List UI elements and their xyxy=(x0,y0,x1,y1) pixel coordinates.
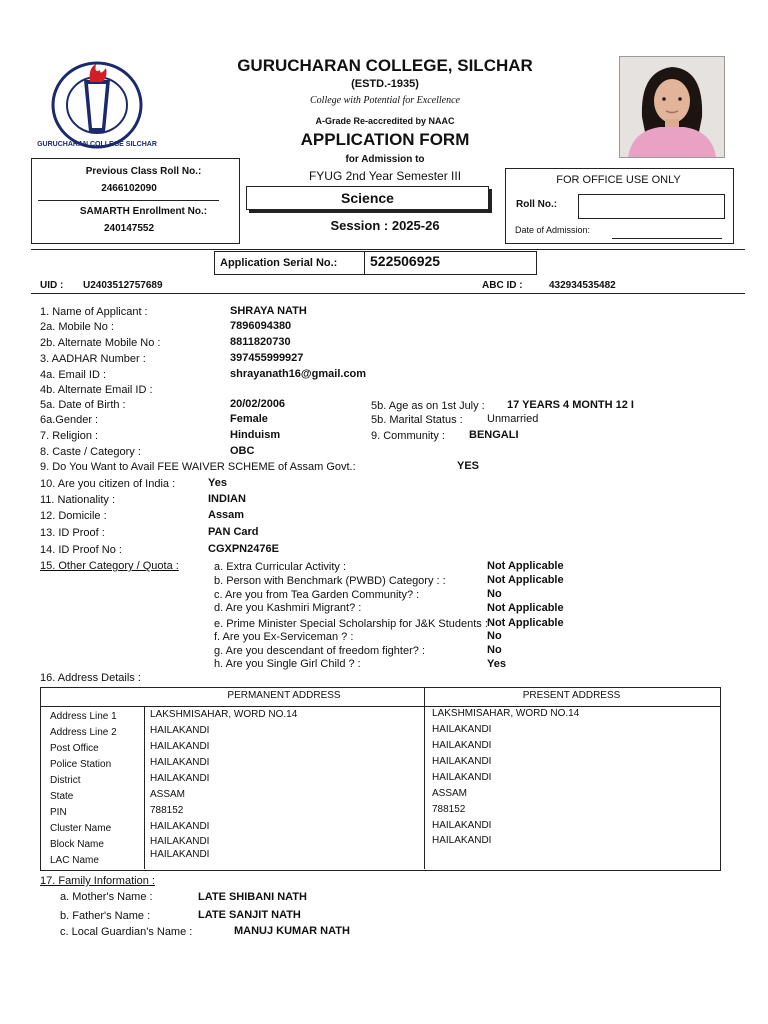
fee-waiver-value: YES xyxy=(457,460,480,472)
previous-roll-value: 2466102090 xyxy=(101,183,157,194)
accreditation: A-Grade Re-accredited by NAAC xyxy=(315,116,455,126)
family-label: a. Mother's Name : xyxy=(60,891,153,903)
permanent-address-value: HAILAKANDI xyxy=(150,773,210,784)
previous-roll-label: Previous Class Roll No.: xyxy=(85,166,202,177)
field-label: 5a. Date of Birth : xyxy=(40,399,126,411)
field-label: 6a.Gender : xyxy=(40,414,99,426)
quota-item-value: Yes xyxy=(487,658,506,670)
program: FYUG 2nd Year Semester III xyxy=(308,169,462,183)
mother-name: LATE SHIBANI NATH xyxy=(198,891,307,903)
for-admission: for Admission to xyxy=(345,154,425,165)
permanent-address-value: HAILAKANDI xyxy=(150,725,210,736)
guardian-name: MANUJ KUMAR NATH xyxy=(234,925,350,937)
abc-label: ABC ID : xyxy=(482,280,523,291)
address-label: Address Line 1 xyxy=(50,711,117,722)
field-label: 7. Religion : xyxy=(40,430,99,442)
permanent-address-value: HAILAKANDI xyxy=(150,836,210,847)
present-address-value: HAILAKANDI xyxy=(432,772,492,783)
serial-value: 522506925 xyxy=(370,253,441,269)
mobile-no: 7896094380 xyxy=(230,320,292,332)
quota-item-label: g. Are you descendant of freedom fighter? : xyxy=(214,645,425,657)
present-address-value: ASSAM xyxy=(432,788,468,799)
address-col-divider-1 xyxy=(144,706,145,869)
caste-category: OBC xyxy=(230,445,255,457)
form-title: APPLICATION FORM xyxy=(300,130,470,149)
field-label: 8. Caste / Category : xyxy=(40,446,141,458)
field-label: 4a. Email ID : xyxy=(40,369,107,381)
quota-item-label: b. Person with Benchmark (PWBD) Category : : xyxy=(214,575,446,587)
address-header-divider xyxy=(40,706,720,707)
permanent-address-value: ASSAM xyxy=(150,789,186,800)
field-label: 12. Domicile : xyxy=(40,510,107,522)
quota-title: 15. Other Category / Quota : xyxy=(40,560,179,572)
address-col-divider-2 xyxy=(424,687,425,869)
aadhar-number: 397455999927 xyxy=(230,352,304,364)
quota-item-value: Not Applicable xyxy=(487,602,564,614)
uid-label: UID : xyxy=(40,280,64,291)
office-roll-field[interactable] xyxy=(578,194,725,219)
svg-text:GURUCHARAN COLLEGE SILCHAR: GURUCHARAN COLLEGE SILCHAR xyxy=(37,141,157,148)
uid-divider xyxy=(31,293,745,294)
field-label: 11. Nationality : xyxy=(40,494,116,506)
email-id: shrayanath16@gmail.com xyxy=(230,368,367,380)
gender: Female xyxy=(230,413,268,425)
college-logo xyxy=(37,60,157,150)
permanent-address-value: LAKSHMISAHAR, WORD NO.14 xyxy=(150,709,298,720)
permanent-address-value: HAILAKANDI xyxy=(150,821,210,832)
permanent-address-value: HAILAKANDI xyxy=(150,849,210,860)
office-roll-label: Roll No.: xyxy=(516,199,558,210)
citizen-of-india: Yes xyxy=(208,477,227,489)
quota-item-value: No xyxy=(487,644,502,656)
serial-divider xyxy=(364,251,365,274)
applicant-name: SHRAYA NATH xyxy=(230,305,307,317)
id-proof-no: CGXPN2476E xyxy=(208,543,279,555)
top-divider xyxy=(31,249,745,250)
session: Session : 2025-26 xyxy=(330,218,440,233)
address-label: State xyxy=(50,791,74,802)
permanent-address-value: 788152 xyxy=(150,805,184,816)
address-label: Address Line 2 xyxy=(50,727,117,738)
samarth-value: 240147552 xyxy=(103,223,155,234)
previous-divider xyxy=(38,200,219,201)
marital-label: 5b. Marital Status : xyxy=(371,414,463,426)
field-label: 2b. Alternate Mobile No : xyxy=(40,337,161,349)
field-label: 14. ID Proof No : xyxy=(40,544,122,556)
fee-waiver-label: 9. Do You Want to Avail FEE WAIVER SCHEME of Assam Govt.: xyxy=(40,461,356,473)
religion: Hinduism xyxy=(230,429,281,441)
field-label: 3. AADHAR Number : xyxy=(40,353,146,365)
permanent-address-header: PERMANENT ADDRESS xyxy=(227,690,341,701)
quota-item-label: e. Prime Minister Special Scholarship for J&K Students : xyxy=(214,618,488,630)
id-proof: PAN Card xyxy=(208,526,259,538)
present-address-values xyxy=(432,706,579,847)
permanent-address-value: HAILAKANDI xyxy=(150,757,210,768)
address-label: District xyxy=(50,775,81,786)
address-label: Cluster Name xyxy=(50,823,112,834)
field-label: 13. ID Proof : xyxy=(40,527,105,539)
family-label: b. Father's Name : xyxy=(60,910,151,922)
estd: (ESTD.-1935) xyxy=(351,78,419,90)
applicant-photo xyxy=(619,56,725,158)
address-label: PIN xyxy=(50,807,67,818)
father-name: LATE SANJIT NATH xyxy=(198,909,301,921)
present-address-header: PRESENT ADDRESS xyxy=(522,690,621,701)
alt-mobile-no: 8811820730 xyxy=(230,336,291,348)
uid-value: U2403512757689 xyxy=(83,280,163,291)
present-address-value: HAILAKANDI xyxy=(432,820,492,831)
address-label: Police Station xyxy=(50,759,112,770)
office-use-title: FOR OFFICE USE ONLY xyxy=(556,174,681,186)
field-label: 4b. Alternate Email ID : xyxy=(40,384,153,396)
abc-value: 432934535482 xyxy=(549,280,616,291)
field-label: 1. Name of Applicant : xyxy=(40,306,148,318)
quota-item-label: h. Are you Single Girl Child ? : xyxy=(214,658,361,670)
quota-item-value: Not Applicable xyxy=(487,560,564,572)
present-address-value: HAILAKANDI xyxy=(432,756,492,767)
address-label: LAC Name xyxy=(50,855,99,866)
quota-item-label: c. Are you from Tea Garden Community? : xyxy=(214,589,420,601)
serial-label: Application Serial No.: xyxy=(220,257,338,269)
quota-item-label: f. Are you Ex-Serviceman ? : xyxy=(214,631,354,643)
office-date-label: Date of Admission: xyxy=(515,225,591,235)
quota-item-label: d. Are you Kashmiri Migrant? : xyxy=(214,602,362,614)
quota-item-value: Not Applicable xyxy=(487,574,564,586)
age-value: 17 YEARS 4 MONTH 12 I xyxy=(507,399,634,411)
domicile: Assam xyxy=(208,509,245,521)
family-title: 17. Family Information : xyxy=(40,875,155,887)
address-labels xyxy=(50,709,117,869)
address-title: 16. Address Details : xyxy=(40,672,141,684)
present-address-value: 788152 xyxy=(432,804,466,815)
quota-item-label: a. Extra Curricular Activity : xyxy=(214,561,347,573)
present-address-value: HAILAKANDI xyxy=(432,835,492,846)
quota-item-value: No xyxy=(487,630,502,642)
stream-box: Science xyxy=(246,186,489,210)
community-value: BENGALI xyxy=(469,429,519,441)
address-table xyxy=(40,687,721,871)
age-label: 5b. Age as on 1st July : xyxy=(371,400,485,412)
office-date-line[interactable] xyxy=(612,238,722,239)
date-of-birth: 20/02/2006 xyxy=(230,398,286,410)
present-address-value: HAILAKANDI xyxy=(432,740,492,751)
community-label: 9. Community : xyxy=(371,430,445,442)
quota-item-value: No xyxy=(487,588,502,600)
present-address-value: HAILAKANDI xyxy=(432,724,492,735)
college-name: GURUCHARAN COLLEGE, SILCHAR xyxy=(237,56,533,75)
family-label: c. Local Guardian's Name : xyxy=(60,926,193,938)
present-address-value: LAKSHMISAHAR, WORD NO.14 xyxy=(432,708,580,719)
address-label: Post Office xyxy=(50,743,99,754)
samarth-label: SAMARTH Enrollment No.: xyxy=(79,206,208,217)
marital-value: Unmarried xyxy=(487,413,539,425)
field-label: 10. Are you citizen of India : xyxy=(40,478,176,490)
nationality: INDIAN xyxy=(208,493,246,505)
address-label: Block Name xyxy=(50,839,104,850)
motto: College with Potential for Excellence xyxy=(310,95,460,106)
quota-item-value: Not Applicable xyxy=(487,617,564,629)
permanent-address-value: HAILAKANDI xyxy=(150,741,210,752)
field-label: 2a. Mobile No : xyxy=(40,321,114,333)
permanent-address-values xyxy=(150,707,297,861)
